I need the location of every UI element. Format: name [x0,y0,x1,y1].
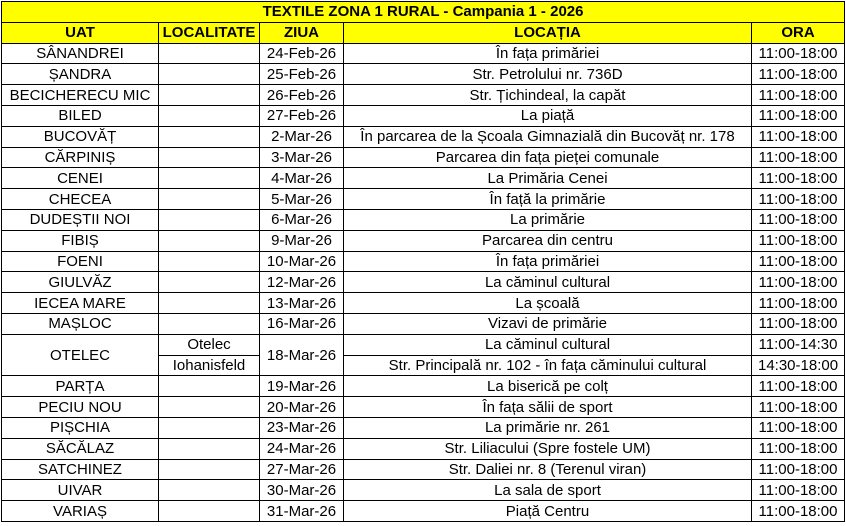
locatia-cell: La primărie [344,209,752,230]
ora-cell: 11:00-18:00 [752,397,845,418]
table-row [2,501,845,522]
ora-cell: 14:30-18:00 [752,355,845,376]
ora-cell: 11:00-18:00 [752,459,845,480]
ora-cell: 11:00-18:00 [752,251,845,272]
table-row [2,230,845,251]
uat-cell: CHECEA [2,189,159,210]
uat-cell: FOENI [2,251,159,272]
localitate-cell [159,64,260,85]
table-row [2,272,845,293]
uat-cell: DUDEȘTII NOI [2,209,159,230]
ziua-cell: 13-Mar-26 [260,293,344,314]
ora-cell: 11:00-18:00 [752,126,845,147]
localitate-cell: Otelec [159,334,260,355]
ziua-cell: 30-Mar-26 [260,480,344,501]
uat-cell: BECICHERECU MIC [2,85,159,106]
ora-cell: 11:00-18:00 [752,147,845,168]
ora-cell: 11:00-18:00 [752,438,845,459]
localitate-cell [159,251,260,272]
locatia-cell: Str. Daliei nr. 8 (Terenul viran) [344,459,752,480]
table-row [2,189,845,210]
table-title: TEXTILE ZONA 1 RURAL - Campania 1 - 2026 [2,2,845,23]
table-row [2,293,845,314]
ziua-cell: 12-Mar-26 [260,272,344,293]
table-row [2,334,845,355]
ora-cell: 11:00-18:00 [752,293,845,314]
ora-cell: 11:00-18:00 [752,417,845,438]
localitate-cell [159,209,260,230]
localitate-cell [159,272,260,293]
ziua-cell: 6-Mar-26 [260,209,344,230]
header-ora: ORA [752,22,845,43]
table-row [2,376,845,397]
locatia-cell: La sala de sport [344,480,752,501]
ziua-cell: 31-Mar-26 [260,501,344,522]
localitate-cell [159,105,260,126]
table-row [2,417,845,438]
ora-cell: 11:00-18:00 [752,376,845,397]
locatia-cell: La căminul cultural [344,334,752,355]
localitate-cell [159,480,260,501]
ziua-cell: 9-Mar-26 [260,230,344,251]
ziua-cell: 10-Mar-26 [260,251,344,272]
localitate-cell [159,230,260,251]
locatia-cell: La primărie nr. 261 [344,417,752,438]
localitate-cell [159,147,260,168]
uat-cell: GIULVĂZ [2,272,159,293]
locatia-cell: La Primăria Cenei [344,168,752,189]
schedule-table [1,1,845,522]
table-row [2,251,845,272]
locatia-cell: În parcarea de la Școala Gimnazială din Bucovăț nr. 178 [344,126,752,147]
table-row [2,64,845,85]
locatia-cell: La piață [344,105,752,126]
ora-cell: 11:00-18:00 [752,64,845,85]
header-row [2,22,845,43]
uat-cell: BUCOVĂȚ [2,126,159,147]
locatia-cell: Parcarea din fața pieței comunale [344,147,752,168]
locatia-cell: Str. Țichindeal, la capăt [344,85,752,106]
uat-cell: FIBIȘ [2,230,159,251]
table-body [2,43,845,521]
uat-cell: CĂRPINIȘ [2,147,159,168]
uat-cell: BILED [2,105,159,126]
ziua-cell: 27-Feb-26 [260,105,344,126]
uat-cell: MAȘLOC [2,313,159,334]
header-localitate: LOCALITATE [159,22,260,43]
table-row [2,126,845,147]
ziua-cell: 23-Mar-26 [260,417,344,438]
table-row [2,313,845,334]
localitate-cell [159,501,260,522]
uat-cell: IECEA MARE [2,293,159,314]
localitate-cell [159,126,260,147]
ora-cell: 11:00-18:00 [752,209,845,230]
table-row [2,168,845,189]
localitate-cell [159,43,260,64]
table-row [2,43,845,64]
locatia-cell: Vizavi de primărie [344,313,752,334]
uat-cell: PIȘCHIA [2,417,159,438]
uat-cell: SĂCĂLAZ [2,438,159,459]
table-row [2,209,845,230]
ziua-cell: 26-Feb-26 [260,85,344,106]
locatia-cell: Str. Principală nr. 102 - în fața căminului cultural [344,355,752,376]
ziua-cell: 16-Mar-26 [260,313,344,334]
ora-cell: 11:00-18:00 [752,272,845,293]
ora-cell: 11:00-18:00 [752,168,845,189]
table-row [2,438,845,459]
localitate-cell: Iohanisfeld [159,355,260,376]
table-row [2,105,845,126]
locatia-cell: În fața primăriei [344,251,752,272]
ziua-cell: 27-Mar-26 [260,459,344,480]
ziua-cell: 24-Feb-26 [260,43,344,64]
localitate-cell [159,168,260,189]
localitate-cell [159,85,260,106]
table-row [2,85,845,106]
locatia-cell: Str. Liliacului (Spre fostele UM) [344,438,752,459]
ora-cell: 11:00-18:00 [752,313,845,334]
ora-cell: 11:00-18:00 [752,480,845,501]
localitate-cell [159,189,260,210]
localitate-cell [159,376,260,397]
ziua-cell: 24-Mar-26 [260,438,344,459]
ziua-cell: 5-Mar-26 [260,189,344,210]
ora-cell: 11:00-18:00 [752,85,845,106]
ziua-cell: 25-Feb-26 [260,64,344,85]
ora-cell: 11:00-18:00 [752,230,845,251]
ziua-cell: 3-Mar-26 [260,147,344,168]
table-row [2,459,845,480]
uat-cell: PARȚA [2,376,159,397]
locatia-cell: Piață Centru [344,501,752,522]
ziua-cell: 2-Mar-26 [260,126,344,147]
ora-cell: 11:00-18:00 [752,105,845,126]
table-row [2,480,845,501]
localitate-cell [159,397,260,418]
uat-cell: UIVAR [2,480,159,501]
localitate-cell [159,417,260,438]
locatia-cell: Parcarea din centru [344,230,752,251]
locatia-cell: La școală [344,293,752,314]
locatia-cell: În fața sălii de sport [344,397,752,418]
ziua-cell: 4-Mar-26 [260,168,344,189]
header-uat: UAT [2,22,159,43]
ziua-cell: 20-Mar-26 [260,397,344,418]
uat-cell: OTELEC [2,334,159,376]
localitate-cell [159,438,260,459]
ora-cell: 11:00-18:00 [752,189,845,210]
locatia-cell: În față la primărie [344,189,752,210]
localitate-cell [159,459,260,480]
localitate-cell [159,293,260,314]
locatia-cell: La căminul cultural [344,272,752,293]
ora-cell: 11:00-14:30 [752,334,845,355]
ora-cell: 11:00-18:00 [752,43,845,64]
uat-cell: ȘANDRA [2,64,159,85]
ziua-cell: 18-Mar-26 [260,334,344,376]
localitate-cell [159,313,260,334]
uat-cell: CENEI [2,168,159,189]
uat-cell: VARIAȘ [2,501,159,522]
table-row [2,147,845,168]
uat-cell: PECIU NOU [2,397,159,418]
locatia-cell: La biserică pe colț [344,376,752,397]
header-locatia: LOCAȚIA [344,22,752,43]
ora-cell: 11:00-18:00 [752,501,845,522]
locatia-cell: În fața primăriei [344,43,752,64]
uat-cell: SÂNANDREI [2,43,159,64]
table-row [2,397,845,418]
uat-cell: SATCHINEZ [2,459,159,480]
title-row [2,2,845,23]
ziua-cell: 19-Mar-26 [260,376,344,397]
locatia-cell: Str. Petrolului nr. 736D [344,64,752,85]
header-ziua: ZIUA [260,22,344,43]
